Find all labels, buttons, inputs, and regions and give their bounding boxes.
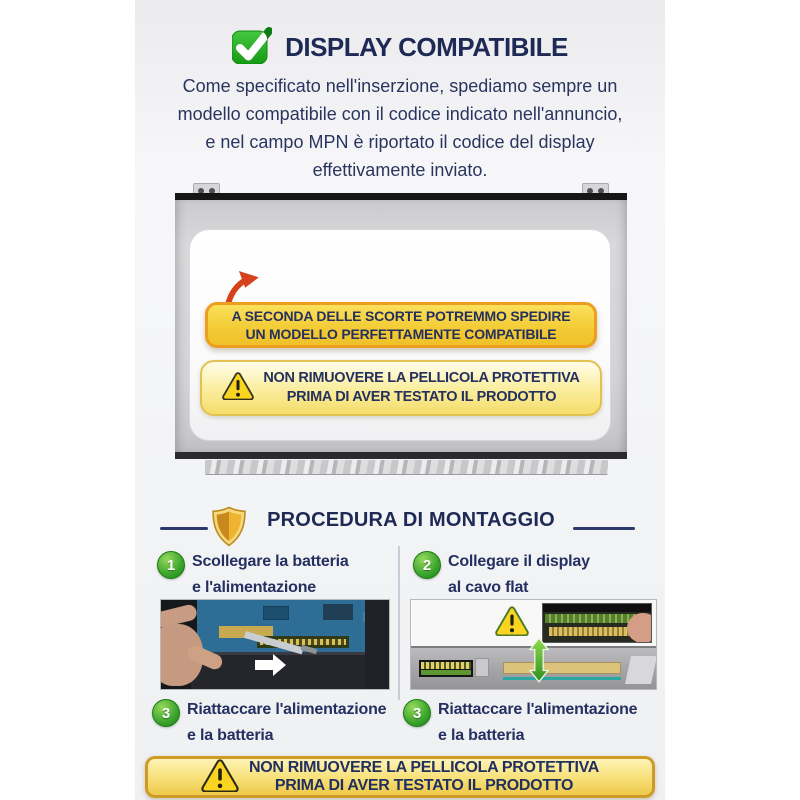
banner-line: A SECONDA DELLE SCORTE POTREMMO SPEDIRE — [231, 308, 571, 324]
warning-triangle-icon — [201, 758, 239, 797]
panel-top-strip — [175, 193, 627, 200]
chassis-edge — [365, 600, 389, 690]
step-label-line: Collegare il display — [448, 553, 590, 570]
panel-foil-tape — [205, 459, 608, 475]
white-arrow-icon — [255, 654, 289, 676]
banner-line: NON RIMUOVERE LA PELLICOLA PROTETTIVA — [248, 759, 600, 776]
paragraph-line: modello compatibile con il codice indicato nell'annuncio, — [177, 104, 623, 124]
page-title: DISPLAY COMPATIBILE — [285, 31, 568, 62]
paragraph-line: effettivamente inviato. — [312, 160, 488, 180]
paragraph-line: e nel campo MPN è riportato il codice del display — [205, 132, 595, 152]
panel-bottom-bar — [175, 452, 627, 459]
header — [135, 26, 665, 68]
step-label-line: e la batteria — [187, 727, 274, 744]
green-double-arrow-icon — [529, 636, 549, 689]
connector-tab — [475, 658, 489, 677]
film-warning-banner — [200, 360, 602, 416]
divider-line-left — [160, 527, 208, 530]
step2-photo — [410, 599, 657, 690]
step1-photo — [160, 599, 390, 690]
warning-triangle-icon — [495, 605, 529, 641]
flat-cable-connector — [419, 660, 473, 677]
step-number-badge: 2 — [413, 551, 441, 579]
cable-stripe — [503, 677, 621, 680]
banner-line: NON RIMUOVERE LA PELLICOLA PROTETTIVA — [263, 370, 580, 386]
checkmark-icon — [232, 26, 272, 69]
connector-closeup-inset — [542, 603, 652, 643]
inset-frame — [543, 604, 652, 612]
arrow-head — [273, 654, 286, 676]
footer-warning-text — [249, 759, 599, 795]
step-label — [192, 549, 349, 601]
step-label-line: Riattaccare l'alimentazione — [438, 701, 638, 718]
banner-line: PRIMA DI AVER TESTATO IL PRODOTTO — [286, 389, 557, 405]
step-label — [187, 697, 386, 749]
flat-ribbon-cable — [503, 662, 621, 674]
warning-triangle-icon — [222, 371, 254, 405]
column-divider — [398, 546, 400, 700]
arrow-bar — [255, 660, 273, 670]
connector-pins — [421, 662, 471, 669]
step-label-line: e la batteria — [438, 727, 525, 744]
lcd-panel-image — [175, 180, 627, 476]
shield-icon — [211, 506, 247, 552]
connector-pcb — [421, 670, 471, 675]
footer-warning-banner — [145, 756, 655, 798]
paragraph-line: Come specificato nell'inserzione, spediamo sempre un — [182, 76, 618, 96]
banner-line: UN MODELLO PERFETTAMENTE COMPATIBILE — [245, 326, 557, 342]
intro-paragraph — [145, 72, 655, 184]
divider-line-right — [573, 527, 635, 530]
chip — [323, 604, 353, 620]
inset-finger — [627, 613, 652, 643]
content-strip — [135, 0, 665, 800]
step-label-line: Scollegare la batteria — [192, 553, 349, 570]
step-number-badge: 3 — [152, 699, 180, 727]
step-label-line: al cavo flat — [448, 579, 529, 596]
step-label — [438, 697, 637, 749]
step-label — [448, 549, 590, 601]
banner-text — [263, 369, 579, 407]
step-label-line: Riattaccare l'alimentazione — [187, 701, 387, 718]
step-number-badge: 1 — [157, 551, 185, 579]
procedure-title: PROCEDURA DI MONTAGGIO — [267, 509, 555, 531]
chip — [263, 606, 289, 620]
step-number-badge: 3 — [403, 699, 431, 727]
banner-line: PRIMA DI AVER TESTATO IL PRODOTTO — [274, 777, 574, 794]
step-label-line: e l'alimentazione — [192, 579, 316, 596]
stock-warning-banner — [205, 302, 597, 348]
